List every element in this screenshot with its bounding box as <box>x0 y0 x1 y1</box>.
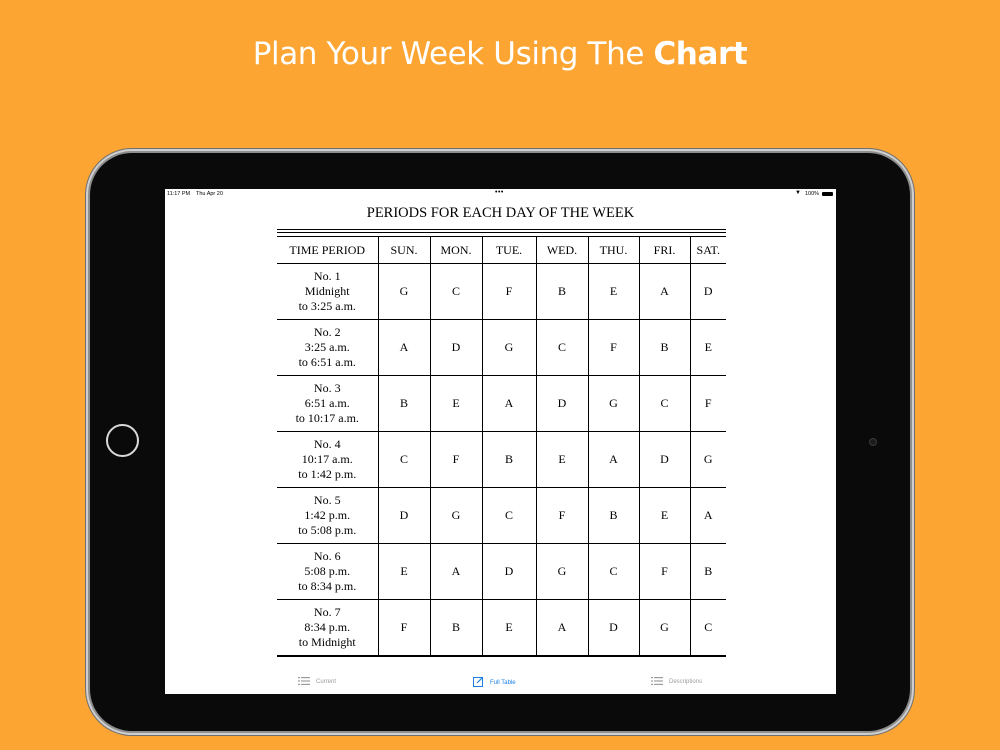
letter-cell: A <box>430 544 482 600</box>
letter-cell: B <box>378 376 430 432</box>
period-end: to 3:25 a.m. <box>298 299 356 313</box>
period-number: No. 1 <box>313 269 341 283</box>
letter-cell: B <box>639 320 690 376</box>
letter-cell: F <box>482 264 536 320</box>
table-row <box>277 376 726 432</box>
letter-cell: E <box>482 600 536 656</box>
letter-cell: C <box>378 432 430 488</box>
letter-cell: B <box>536 264 588 320</box>
letter-cell: A <box>536 600 588 656</box>
period-start: 1:42 p.m. <box>304 508 351 522</box>
letter-cell: F <box>639 544 690 600</box>
table-row <box>277 320 726 376</box>
period-start: 6:51 a.m. <box>304 396 350 410</box>
period-cell <box>277 320 378 376</box>
period-start: 10:17 a.m. <box>301 452 353 466</box>
period-number: No. 3 <box>313 381 341 395</box>
letter-cell: A <box>482 376 536 432</box>
period-start: 3:25 a.m. <box>304 340 350 354</box>
period-start: Midnight <box>304 284 350 298</box>
column-header: MON. <box>430 237 482 264</box>
letter-cell: C <box>690 600 726 656</box>
column-header: TIME PERIOD <box>277 237 378 264</box>
letter-cell: D <box>482 544 536 600</box>
column-header: SUN. <box>378 237 430 264</box>
wifi-icon: ▼ <box>795 190 801 196</box>
letter-cell: G <box>690 432 726 488</box>
letter-cell: E <box>536 432 588 488</box>
headline-regular: Plan Your Week Using The <box>252 36 654 72</box>
letter-cell: D <box>690 264 726 320</box>
tab-full-table[interactable] <box>473 676 516 689</box>
table-body <box>277 264 726 656</box>
tab-label: Full Table <box>490 679 516 686</box>
period-cell <box>277 544 378 600</box>
page-headline <box>0 36 1000 72</box>
letter-cell: E <box>639 488 690 544</box>
letter-cell: F <box>588 320 639 376</box>
ipad-screen <box>165 189 836 694</box>
letter-cell: C <box>430 264 482 320</box>
period-number: No. 5 <box>313 493 341 507</box>
battery-percent: 100% <box>805 191 820 197</box>
table-row <box>277 488 726 544</box>
letter-cell: B <box>588 488 639 544</box>
period-number: No. 4 <box>313 437 341 451</box>
period-end: to 6:51 a.m. <box>298 355 356 369</box>
table-row <box>277 264 726 320</box>
letter-cell: D <box>588 600 639 656</box>
letter-cell: C <box>536 320 588 376</box>
letter-cell: A <box>690 488 726 544</box>
period-number: No. 7 <box>313 605 341 619</box>
letter-cell: G <box>536 544 588 600</box>
tab-current[interactable] <box>298 676 336 688</box>
letter-cell: D <box>536 376 588 432</box>
tab-descriptions[interactable] <box>651 676 702 688</box>
period-cell <box>277 488 378 544</box>
period-start: 8:34 p.m. <box>304 620 351 634</box>
list-icon <box>651 676 663 688</box>
letter-cell: E <box>378 544 430 600</box>
letter-cell: G <box>639 600 690 656</box>
period-cell <box>277 600 378 656</box>
document-title: PERIODS FOR EACH DAY OF THE WEEK <box>366 205 635 221</box>
letter-cell: B <box>430 600 482 656</box>
column-header: FRI. <box>639 237 690 264</box>
letter-cell: A <box>588 432 639 488</box>
letter-cell: C <box>588 544 639 600</box>
letter-cell: D <box>378 488 430 544</box>
letter-cell: E <box>588 264 639 320</box>
period-cell <box>277 432 378 488</box>
letter-cell: F <box>430 432 482 488</box>
home-button[interactable] <box>106 424 139 457</box>
column-header: WED. <box>536 237 588 264</box>
multitasking-dots-icon[interactable]: ••• <box>495 189 504 196</box>
table-row <box>277 544 726 600</box>
list-icon <box>298 676 310 688</box>
letter-cell: A <box>378 320 430 376</box>
period-end: to Midnight <box>298 635 356 649</box>
letter-cell: A <box>639 264 690 320</box>
letter-cell: B <box>482 432 536 488</box>
status-date: Thu Apr 20 <box>196 191 223 197</box>
table-row <box>277 432 726 488</box>
tab-label: Descriptions <box>669 679 703 685</box>
period-end: to 8:34 p.m. <box>298 579 357 593</box>
periods-table <box>277 236 726 656</box>
headline-bold: Chart <box>653 36 748 72</box>
battery-icon <box>822 192 833 197</box>
letter-cell: G <box>378 264 430 320</box>
tab-label: Current <box>316 679 337 685</box>
letter-cell: D <box>639 432 690 488</box>
period-end: to 1:42 p.m. <box>298 467 357 481</box>
letter-cell: G <box>430 488 482 544</box>
letter-cell: D <box>430 320 482 376</box>
letter-cell: G <box>482 320 536 376</box>
table-header-row <box>277 237 726 264</box>
column-header: TUE. <box>482 237 536 264</box>
camera-icon <box>869 438 877 446</box>
period-cell <box>277 376 378 432</box>
top-rule <box>277 229 726 230</box>
column-header: SAT. <box>690 237 726 264</box>
status-time: 11:17 PM <box>167 191 191 197</box>
letter-cell: F <box>378 600 430 656</box>
status-bar <box>165 189 836 199</box>
edit-icon <box>473 676 484 689</box>
period-number: No. 6 <box>313 549 341 563</box>
letter-cell: F <box>690 376 726 432</box>
top-rule-double <box>277 232 726 233</box>
period-number: No. 2 <box>313 325 341 339</box>
period-end: to 10:17 a.m. <box>295 411 359 425</box>
period-cell <box>277 264 378 320</box>
letter-cell: B <box>690 544 726 600</box>
bottom-rule-double <box>277 656 726 657</box>
period-start: 5:08 p.m. <box>304 564 351 578</box>
column-header: THU. <box>588 237 639 264</box>
period-end: to 5:08 p.m. <box>298 523 357 537</box>
letter-cell: F <box>536 488 588 544</box>
tab-bar <box>165 671 836 694</box>
letter-cell: G <box>588 376 639 432</box>
letter-cell: C <box>482 488 536 544</box>
letter-cell: C <box>639 376 690 432</box>
table-row <box>277 600 726 656</box>
letter-cell: E <box>690 320 726 376</box>
letter-cell: E <box>430 376 482 432</box>
